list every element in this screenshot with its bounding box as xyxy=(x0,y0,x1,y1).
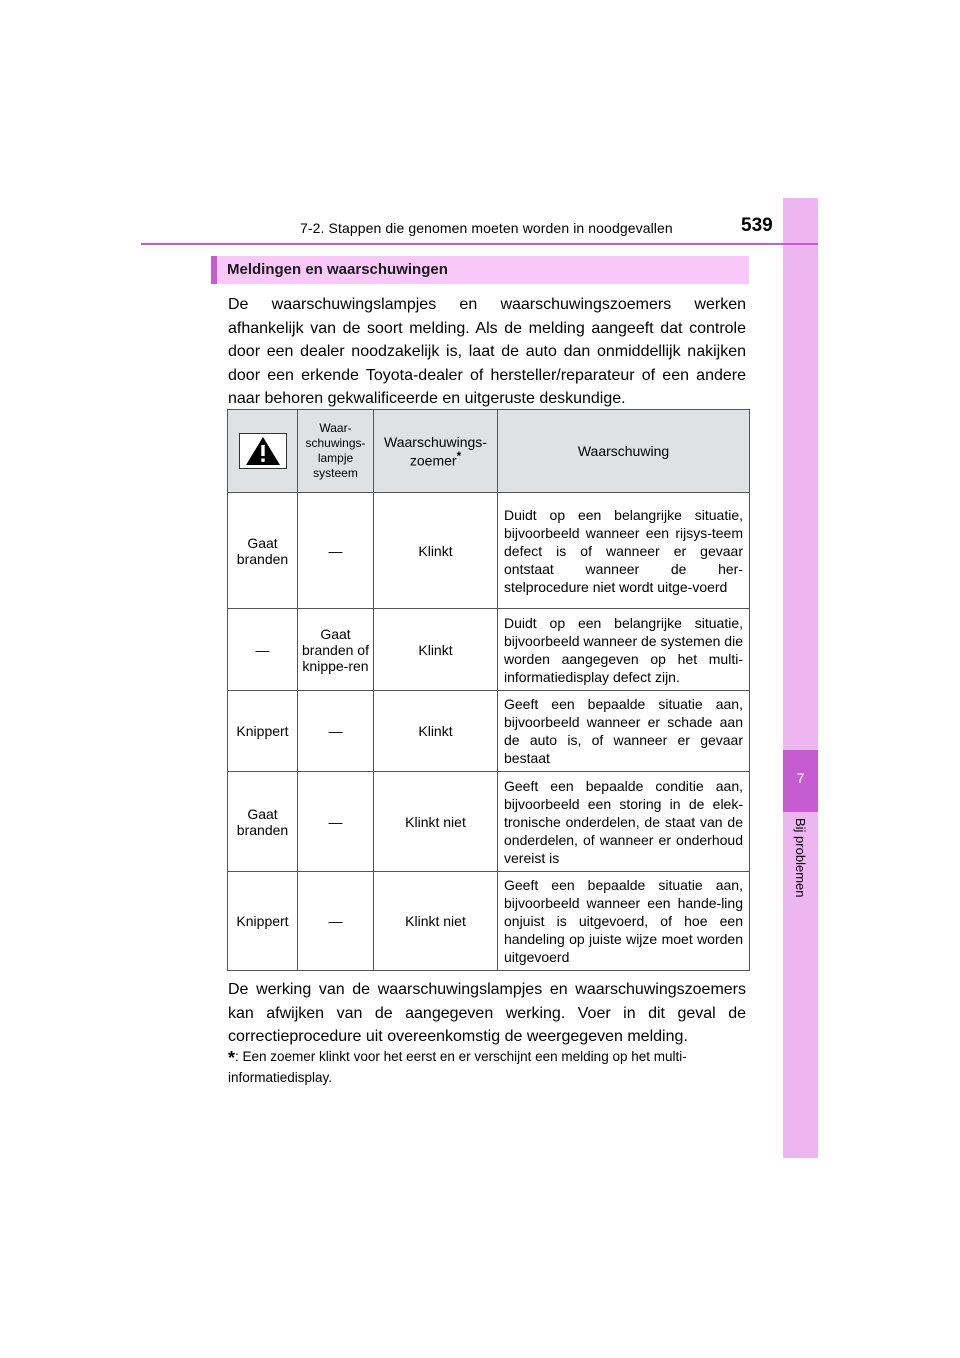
intro-paragraph: De waarschuwingslampjes en waarschuwingszoemers werken afhankelijk van de soort melding. Als de melding aangeeft dat controle door een dealer noodzakelijk is, laat de auto dan onmiddellijk nakijken door een erkende Toyota-dealer of hersteller/reparateur of een andere naar behoren gekwalificeerde en uitgeruste deskundige. xyxy=(228,296,746,407)
side-tab xyxy=(783,198,818,1158)
buzzer-cell: Klinkt niet xyxy=(374,772,498,872)
master-cell: Gaat branden xyxy=(228,493,298,609)
table-row xyxy=(228,691,750,772)
table-header-row xyxy=(228,410,750,493)
table-row xyxy=(228,872,750,971)
footnote-text: : Een zoemer klinkt voor het eerst en er verschijnt een melding op het multi-informatiedisplay. xyxy=(228,1049,687,1085)
buzzer-cell: Klinkt xyxy=(374,691,498,772)
table-row xyxy=(228,609,750,691)
system-cell: — xyxy=(298,691,374,772)
buzzer-cell: Klinkt niet xyxy=(374,872,498,971)
buzzer-header xyxy=(374,410,498,493)
warning-header: Waarschuwing xyxy=(498,410,750,493)
master-cell: Knippert xyxy=(228,872,298,971)
header-divider xyxy=(141,243,818,245)
warning-triangle-icon xyxy=(239,433,287,469)
warning-cell: Geeft een bepaalde situatie aan, bijvoorbeeld wanneer er schade aan de auto is, of wanneer er gevaar bestaat xyxy=(498,691,750,772)
master-cell: — xyxy=(228,609,298,691)
page-number: 539 xyxy=(741,215,773,236)
master-warning-header xyxy=(228,410,298,493)
table-row xyxy=(228,772,750,872)
warning-cell: Geeft een bepaalde situatie aan, bijvoorbeeld wanneer een hande-ling onjuist is uitgevoerd, of hoe een handeling op juiste wijze moet worden uitgevoerd xyxy=(498,872,750,971)
footnote-mark: * xyxy=(228,1048,236,1068)
footnote xyxy=(228,1047,748,1088)
system-cell: — xyxy=(298,493,374,609)
buzzer-cell: Klinkt xyxy=(374,609,498,691)
section-title: 7-2. Stappen die genomen moeten worden in noodgevallen xyxy=(300,220,673,236)
system-cell: Gaat branden of knippe-ren xyxy=(298,609,374,691)
chapter-label: Bij problemen xyxy=(793,818,808,898)
warnings-table xyxy=(227,409,750,971)
table-row xyxy=(228,493,750,609)
system-cell: — xyxy=(298,772,374,872)
buzzer-cell: Klinkt xyxy=(374,493,498,609)
system-cell: — xyxy=(298,872,374,971)
section-heading: Meldingen en waarschuwingen xyxy=(211,256,749,284)
warning-cell: Duidt op een belangrijke situatie, bijvoorbeeld wanneer de systemen die worden aangegeven op het multi-informatiedisplay defect zijn. xyxy=(498,609,750,691)
master-cell: Gaat branden xyxy=(228,772,298,872)
master-cell: Knippert xyxy=(228,691,298,772)
system-lamp-header: Waar-schuwings-lampje systeem xyxy=(298,410,374,493)
chapter-number: 7 xyxy=(796,770,805,786)
buzzer-header-label: Waarschuwings-zoemer xyxy=(384,433,487,469)
outro-paragraph: De werking van de waarschuwingslampjes en waarschuwingszoemers kan afwijken van de aangegeven werking. Voer in dit geval de correctieprocedure uit overeenkomstig de weergegeven melding. xyxy=(228,981,746,1045)
warning-cell: Geeft een bepaalde conditie aan, bijvoorbeeld een storing in de elek-tronische onderdelen, de staat van de onderdelen, of wanneer er onderhoud vereist is xyxy=(498,772,750,872)
buzzer-footnote-mark: * xyxy=(456,449,462,463)
warning-cell: Duidt op een belangrijke situatie, bijvoorbeeld wanneer een rijsys-teem defect is of wanneer er gevaar ontstaat wanneer de her-stelprocedure niet wordt uitge-voerd xyxy=(498,493,750,609)
